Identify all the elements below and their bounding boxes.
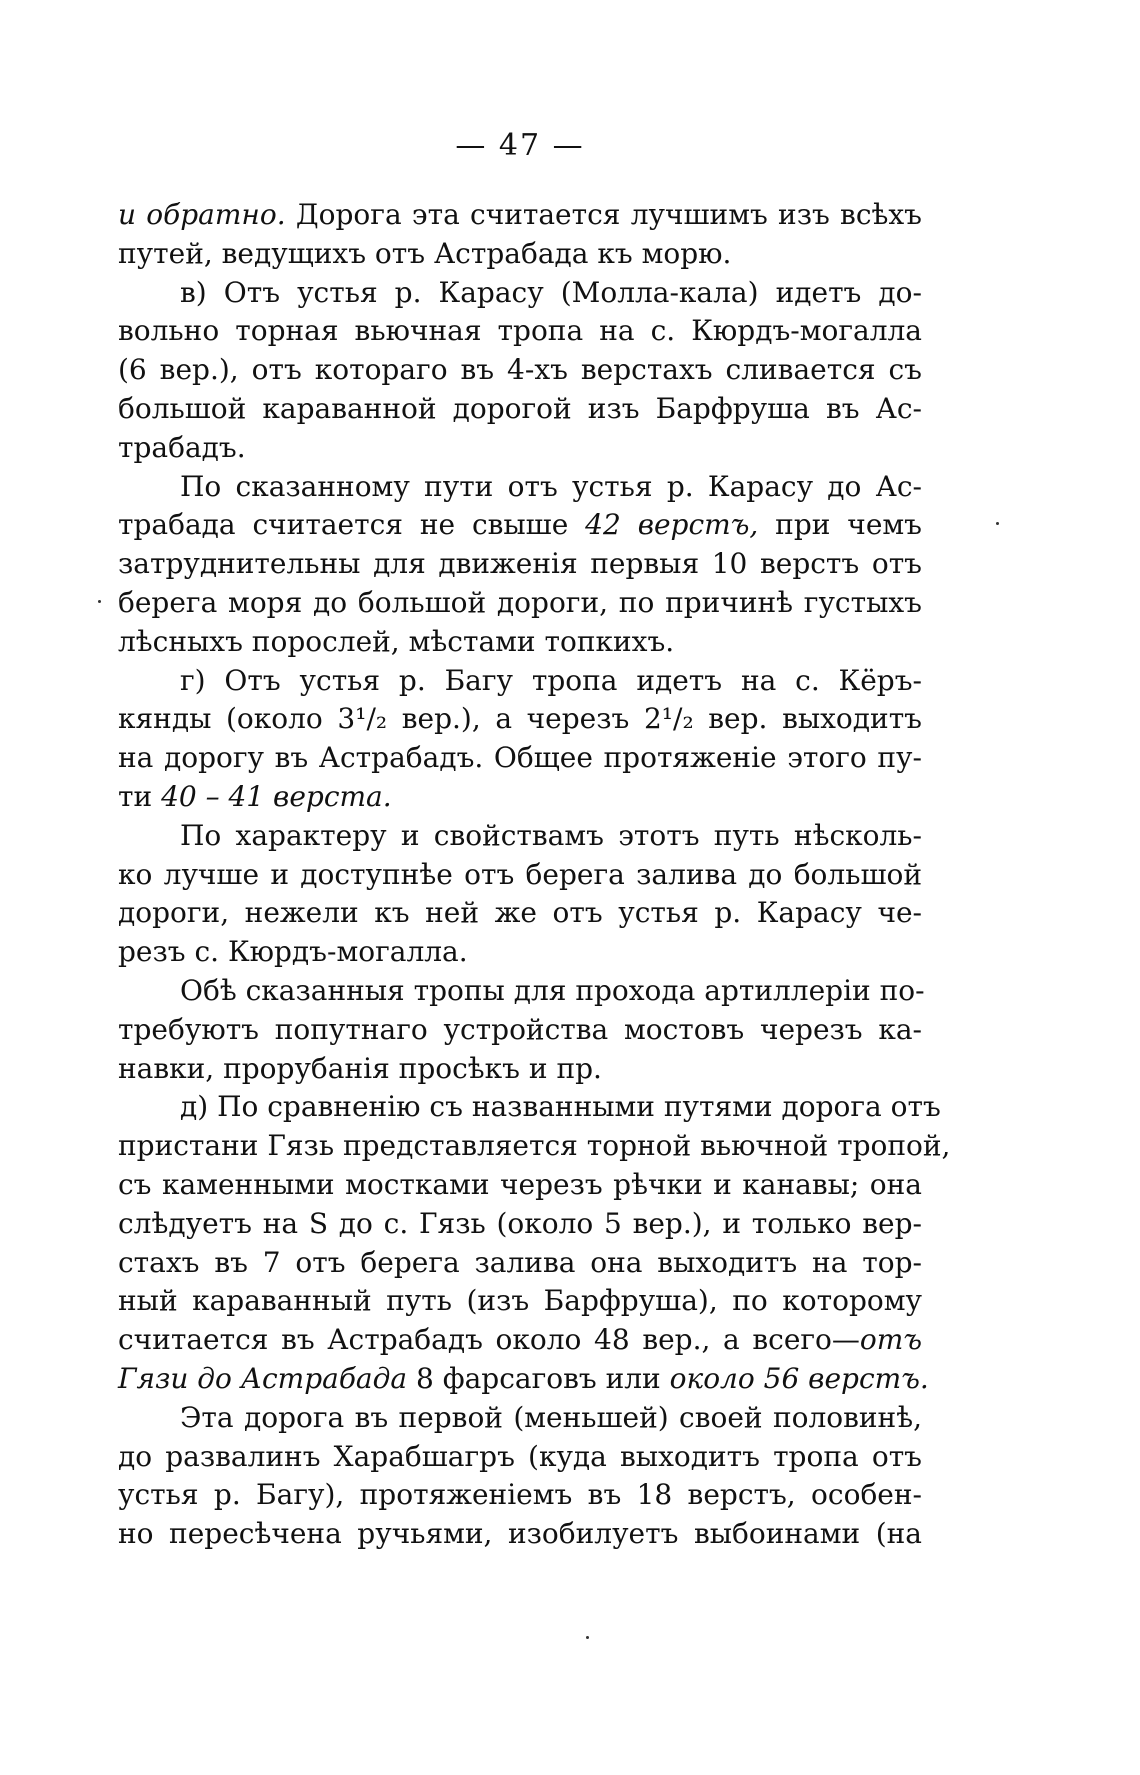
text-run: ный караванный путь (изъ Барфруша), по которому	[118, 1284, 922, 1318]
text-run: на дорогу въ Астрабадъ. Общее протяженіе этого пу-	[118, 741, 922, 775]
text-line	[118, 933, 922, 972]
text-run: д) По сравненію съ названными путями дорога отъ	[180, 1090, 941, 1124]
text-run: до развалинъ Харабшагръ (куда выходитъ тропа отъ	[118, 1439, 922, 1473]
italic-text: 40 – 41 верста.	[161, 779, 392, 813]
text-line	[118, 1205, 922, 1244]
text-line	[118, 623, 922, 662]
text-run: пристани Гязь представляется торной вьючной тропой,	[118, 1129, 951, 1163]
text-run: но пересѣчена ручьями, изобилуетъ выбоинами (на	[118, 1517, 922, 1551]
italic-text: Гязи до Астрабада	[118, 1361, 408, 1395]
italic-text: отъ	[859, 1323, 922, 1357]
text-line	[118, 778, 922, 817]
text-run: вольно торная вьючная тропа на с. Кюрдъ-могалла	[118, 314, 922, 348]
text-run: навки, прорубанія просѣкъ и пр.	[118, 1051, 602, 1085]
text-line	[118, 1515, 922, 1554]
text-line	[118, 390, 922, 429]
text-run: (6 вер.), отъ котораго въ 4-хъ верстахъ сливается съ	[118, 353, 922, 387]
text-run: в) Отъ устья р. Карасу (Молла-кала) идетъ до-	[180, 275, 922, 309]
text-line	[118, 1438, 922, 1477]
text-line	[118, 1088, 941, 1127]
text-run: Дорога эта считается лучшимъ изъ всѣхъ	[285, 198, 922, 231]
text-line	[118, 817, 922, 856]
text-line	[118, 1360, 929, 1399]
body-text	[118, 196, 951, 1554]
scan-speck	[996, 522, 999, 525]
text-line	[118, 662, 922, 701]
text-line	[118, 468, 922, 507]
text-line	[118, 739, 922, 778]
text-run: По характеру и свойствамъ этотъ путь нѣсколь-	[180, 818, 922, 852]
text-line	[118, 856, 922, 895]
text-run: стахъ въ 7 отъ берега залива она выходитъ на тор-	[118, 1245, 922, 1279]
text-run: дороги, нежели къ ней же отъ устья р. Карасу че-	[118, 896, 922, 930]
text-run: съ каменными мостками черезъ рѣчки и канавы; она	[118, 1167, 922, 1201]
text-line	[118, 235, 922, 274]
text-line	[118, 1166, 922, 1205]
text-line	[118, 700, 922, 739]
text-run: Эта дорога въ первой (меньшей) своей половинѣ,	[180, 1400, 922, 1434]
text-line	[118, 506, 922, 545]
text-line	[118, 894, 922, 933]
text-line	[118, 1244, 922, 1283]
italic-text: 42 верстъ,	[585, 508, 759, 542]
text-line	[118, 196, 922, 235]
text-line	[118, 1050, 922, 1089]
text-line	[118, 1011, 922, 1050]
text-line	[118, 972, 925, 1011]
text-run: лѣсныхъ порослей, мѣстами топкихъ.	[118, 624, 675, 658]
text-run: требуютъ попутнаго устройства мостовъ черезъ ка-	[118, 1012, 922, 1046]
text-line	[118, 274, 922, 313]
text-run: при чемъ	[758, 508, 922, 542]
text-run: путей, ведущихъ отъ Астрабада къ морю.	[118, 236, 732, 270]
text-run: берега моря до большой дороги, по причинѣ густыхъ	[118, 585, 922, 619]
text-run: кянды (около 3¹/₂ вер.), а черезъ 2¹/₂ вер. выходитъ	[118, 702, 922, 736]
text-run: затруднительны для движенія первыя 10 верстъ отъ	[118, 547, 922, 581]
page-number: — 47 —	[455, 128, 585, 163]
text-run: резъ с. Кюрдъ-могалла.	[118, 935, 468, 969]
text-line	[118, 1127, 951, 1166]
text-run: слѣдуетъ на S до с. Гязь (около 5 вер.), и только вер-	[118, 1206, 922, 1240]
text-run: Обѣ сказанныя тропы для прохода артиллеріи по-	[180, 973, 925, 1007]
scan-speck	[98, 600, 101, 603]
italic-text: и обратно.	[118, 198, 286, 231]
text-line	[118, 584, 922, 623]
text-line	[118, 1476, 922, 1515]
text-run: 8 фарсаговъ или	[407, 1361, 670, 1395]
text-run: ти	[118, 779, 162, 813]
italic-text: около 56 верстъ.	[669, 1361, 929, 1395]
text-line	[118, 312, 922, 351]
text-run: трабадъ.	[118, 430, 246, 464]
text-run: трабада считается не свыше	[118, 508, 586, 542]
text-line	[118, 1399, 922, 1438]
text-run: ко лучше и доступнѣе отъ берега залива до большой	[118, 857, 922, 891]
text-run: считается въ Астрабадъ около 48 вер., а всего—	[118, 1323, 860, 1357]
text-line	[118, 1282, 922, 1321]
text-line	[118, 545, 922, 584]
text-line	[118, 1321, 922, 1360]
text-run: г) Отъ устья р. Багу тропа идетъ на с. Кёръ-	[180, 663, 922, 697]
text-line	[118, 351, 922, 390]
text-line	[118, 429, 922, 468]
text-run: устья р. Багу), протяженіемъ въ 18 верстъ, особен-	[118, 1478, 922, 1512]
text-run: большой караванной дорогой изъ Барфруша въ Ас-	[118, 391, 922, 425]
scan-speck	[586, 1636, 589, 1639]
text-run: По сказанному пути отъ устья р. Карасу до Ас-	[180, 469, 922, 503]
